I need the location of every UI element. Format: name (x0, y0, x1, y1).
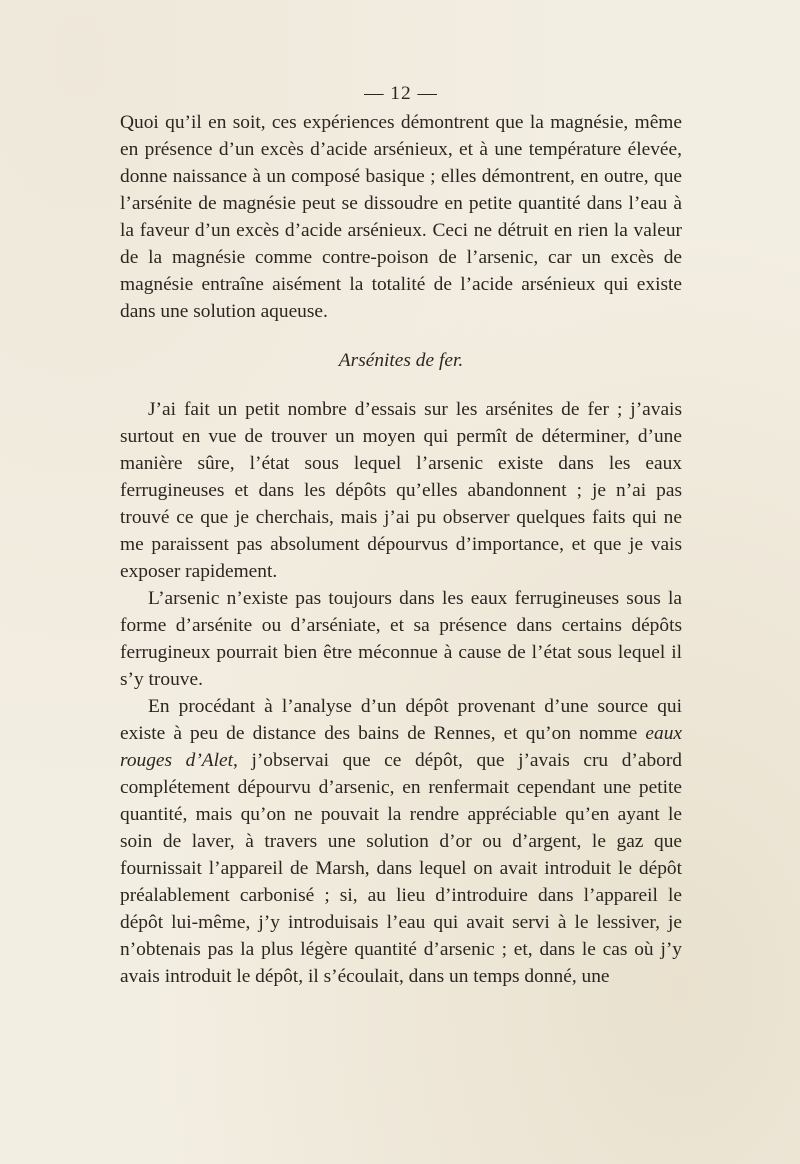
paragraph-2: J’ai fait un petit nombre d’essais sur les arsénites de fer ; j’avais surtout en vue de trouver un moyen qui permît de déterminer, d’une manière sûre, l’état sous lequel l’arsenic existe dans les eaux ferrugineuses et dans les dépôts qu’elles abandonnent ; je n’ai pas trouvé ce que je cherchais, mais j’ai pu observer quelques faits qui ne me paraissent pas absolument dépourvus d’importance, et que je vais exposer rapidement. (120, 399, 682, 582)
text-block (120, 80, 682, 990)
section-heading: Arsénites de fer. (338, 350, 464, 371)
source-name-italic: eaux rouges d’Alet (120, 723, 682, 771)
paragraph-1: Quoi qu’il en soit, ces expériences démontrent que la magnésie, même en présence d’un excès d’acide arsénieux, et à une température élevée, donne naissance à un composé basique ; elles démontrent, en outre, que l’arsénite de magnésie peut se dissoudre en petite quantité dans l’eau à la faveur d’un excès d’acide arsénieux. Ceci ne détruit en rien la valeur de la magnésie comme contre-poison de l’arsenic, car un excès de magnésie entraîne aisément la totalité de l’acide arsénieux qui existe dans une solution aqueuse. (120, 112, 682, 322)
paragraph-4-part2: , j’observai que ce dépôt, que j’avais cru d’abord complétement dépourvu d’arsenic, en renfermait cependant une petite quantité, mais qu’on ne pouvait la rendre appréciable qu’en ayant le soin de laver, à travers une solution d’or ou d’argent, le gaz que fournissait l’appareil de Marsh, dans lequel on avait introduit le dépôt préalablement carbonisé ; si, au lieu d’introduire dans l’appareil le dépôt lui-même, j’y introduisais l’eau qui avait servi à le lessiver, je n’obtenais pas la plus légère quantité d’arsenic ; et, dans le cas où j’y avais introduit le dépôt, il s’écoulait, dans un temps donné, une (120, 750, 682, 987)
paragraph-4-part1: En procédant à l’analyse d’un dépôt provenant d’une source qui existe à peu de distance des bains de Rennes, et qu’on nomme (120, 696, 682, 744)
paragraph-4 (120, 693, 682, 990)
paragraph-3: L’arsenic n’existe pas toujours dans les eaux ferrugineuses sous la forme d’arsénite ou d’arséniate, et sa présence dans certains dépôts ferrugineux pourrait bien être méconnue à cause de l’état sous lequel il s’y trouve. (120, 588, 682, 690)
page-number: — 12 — (364, 83, 438, 104)
